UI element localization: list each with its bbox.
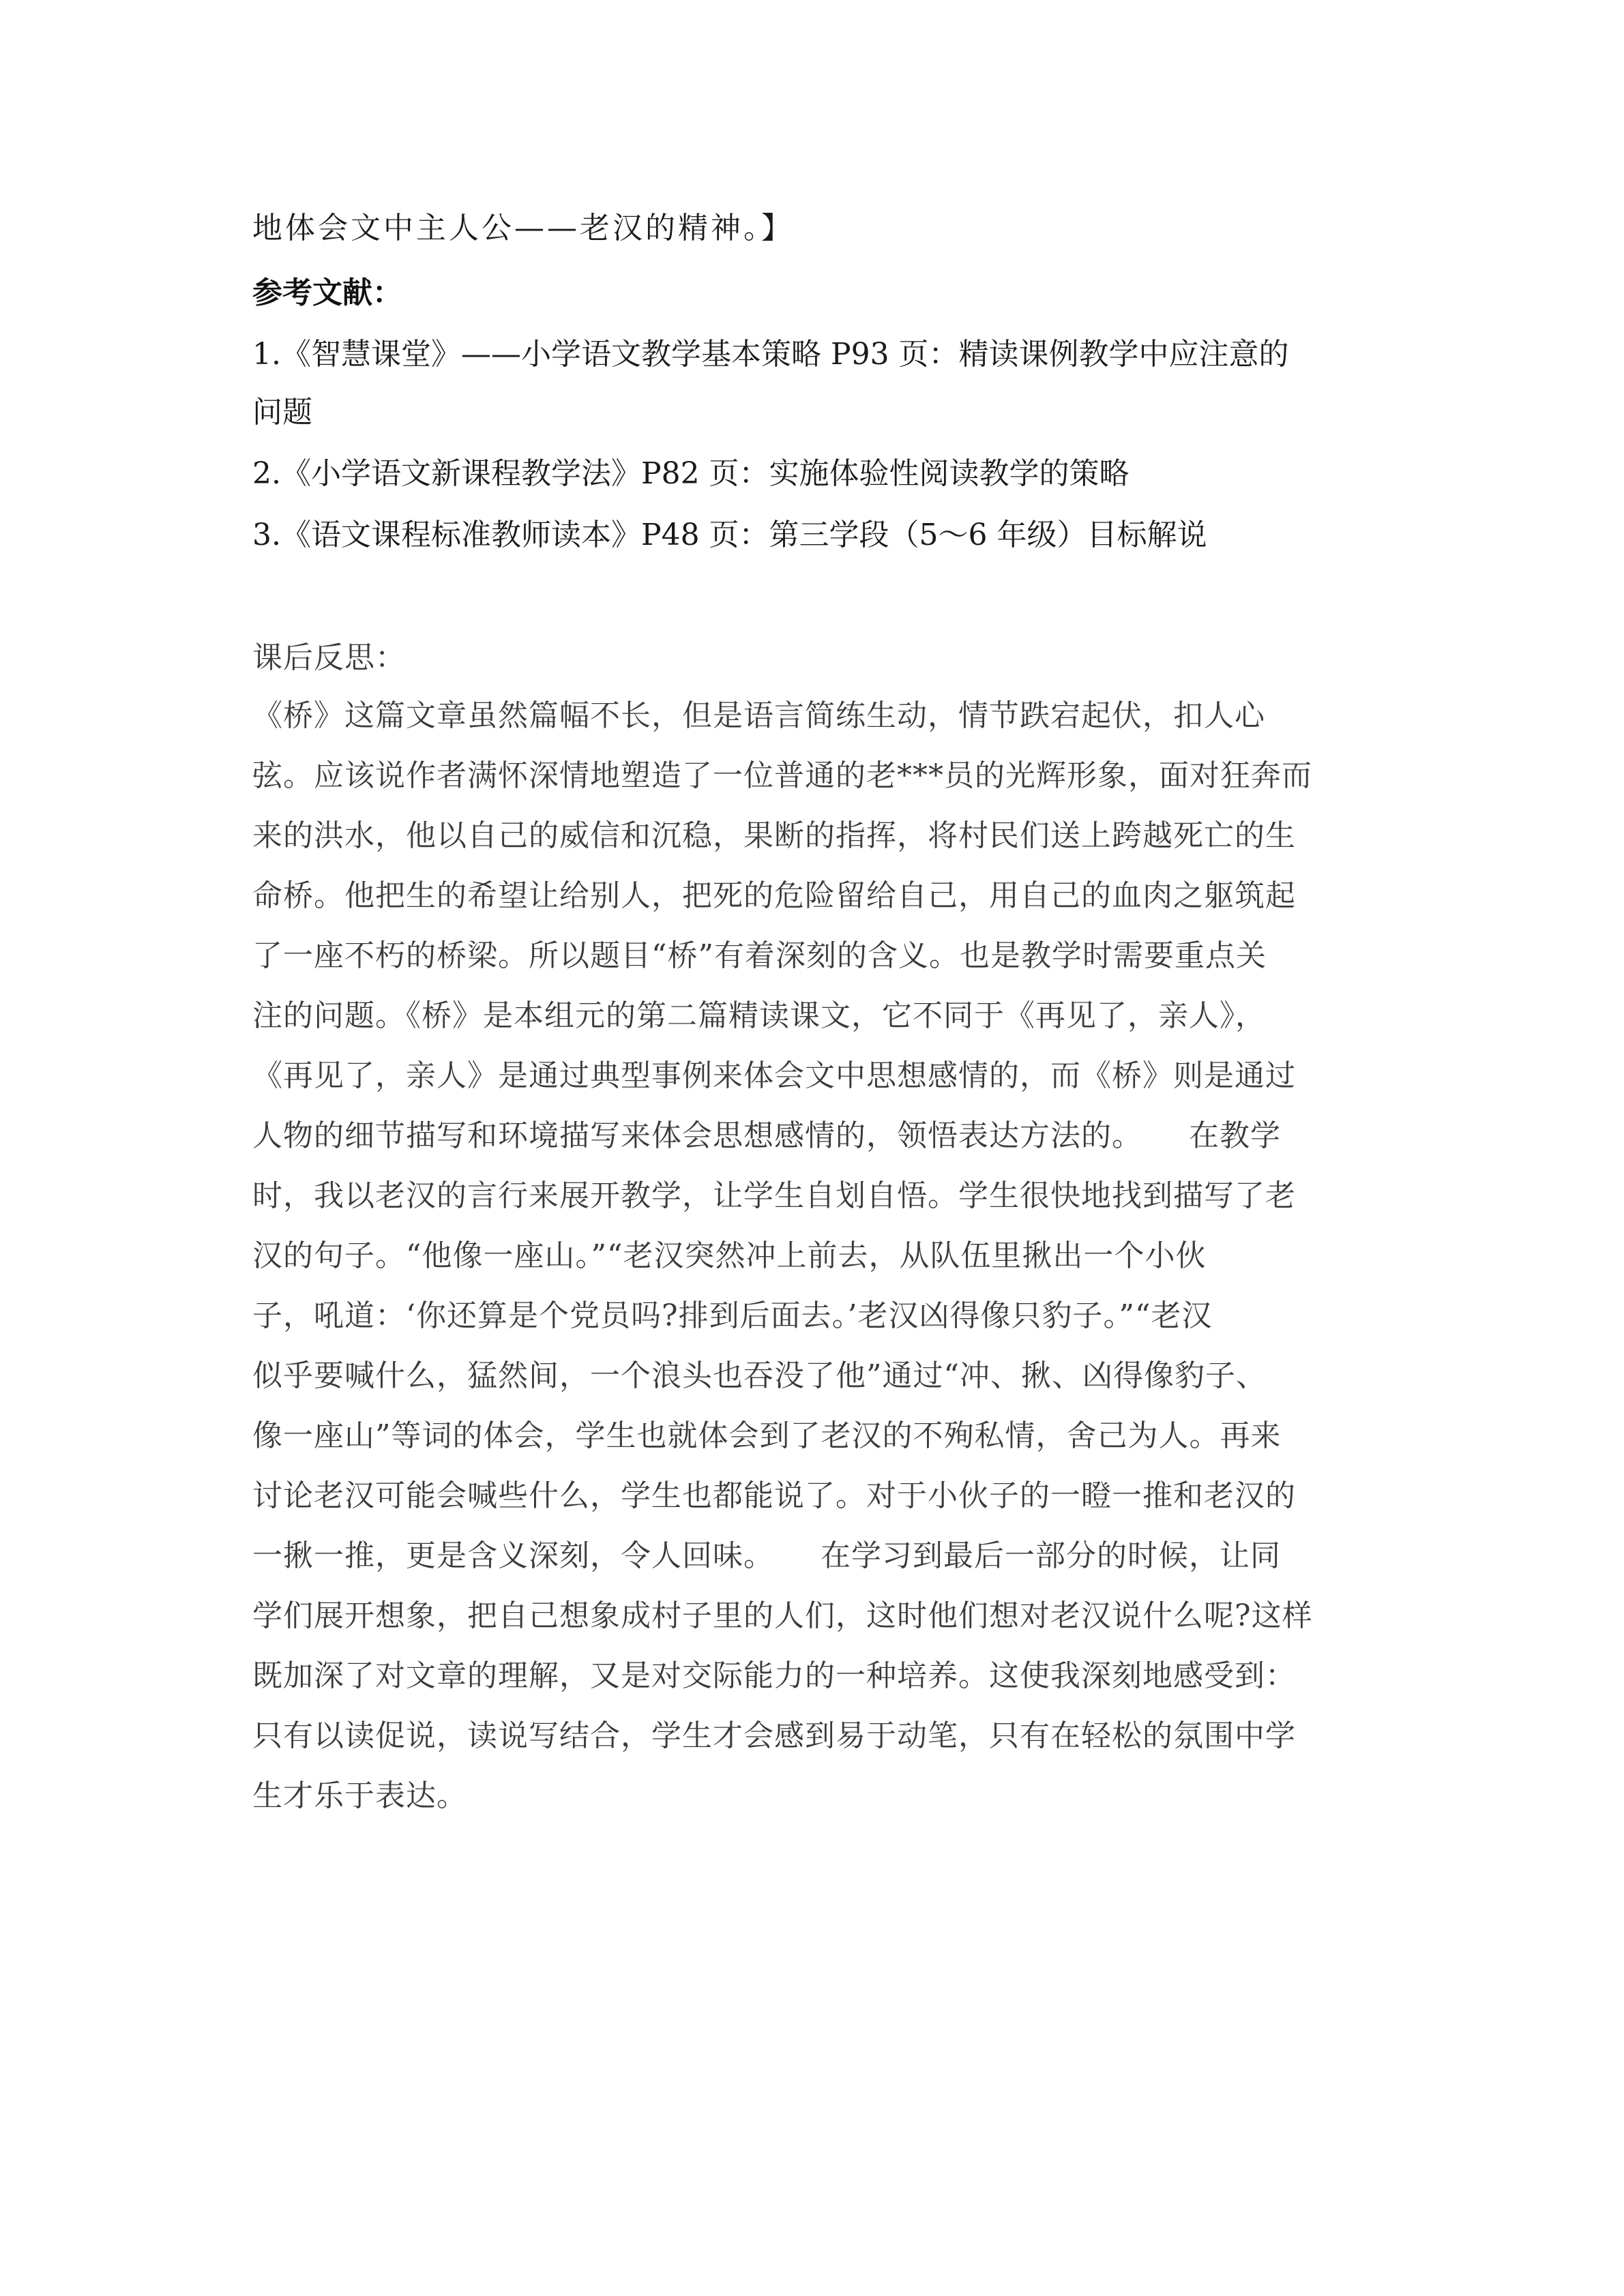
reflection-line: 时，我以老汉的言行来展开教学，让学生自划自悟。学生很快地找到描写了老 bbox=[252, 1178, 1296, 1213]
reflection-line: 讨论老汉可能会喊些什么，学生也都能说了。对于小伙子的一瞪一推和老汉的 bbox=[252, 1478, 1296, 1513]
reflection-line: 生才乐于表达。 bbox=[252, 1778, 467, 1813]
reflection-line: 像一座山”等词的体会，学生也就体会到了老汉的不殉私情，舍己为人。再来 bbox=[252, 1418, 1282, 1453]
reflection-line: 学们展开想象，把自己想象成村子里的人们，这时他们想对老汉说什么呢?这样 bbox=[252, 1598, 1313, 1633]
reflection-heading: 课后反思： bbox=[252, 640, 406, 675]
reflection-line: 人物的细节描写和环境描写来体会思想感情的，领悟表达方法的。 在教学 bbox=[252, 1118, 1281, 1153]
reflection-line: 《再见了，亲人》是通过典型事例来体会文中思想感情的，而《桥》则是通过 bbox=[252, 1058, 1296, 1093]
reflection-line: 弦。应该说作者满怀深情地塑造了一位普通的老***员的光辉形象，面对狂奔而 bbox=[252, 758, 1312, 793]
reflection-line: 注的问题。《桥》是本组元的第二篇精读课文，它不同于《再见了，亲人》， bbox=[252, 998, 1266, 1033]
reflection-line: 来的洪水，他以自己的威信和沉稳，果断的指挥，将村民们送上跨越死亡的生 bbox=[252, 818, 1296, 853]
references-heading: 参考文献： bbox=[252, 275, 402, 310]
reflection-line: 一揪一推，更是含义深刻，令人回味。 在学习到最后一部分的时候，让同 bbox=[252, 1538, 1281, 1573]
reflection-line: 了一座不朽的桥梁。所以题目“桥”有着深刻的含义。也是教学时需要重点关 bbox=[252, 938, 1267, 973]
continued-text-line: 地体会文中主人公——老汉的精神。】 bbox=[252, 211, 794, 245]
reference-item-3: 3.《语文课程标准教师读本》P48 页：第三学段（5～6 年级）目标解说 bbox=[252, 518, 1207, 552]
reference-item-1: 1.《智慧课堂》——小学语文教学基本策略 P93 页：精读课例教学中应注意的 bbox=[252, 337, 1289, 372]
reflection-line: 《桥》这篇文章虽然篇幅不长，但是语言简练生动，情节跌宕起伏，扣人心 bbox=[252, 698, 1265, 733]
reference-item-2: 2.《小学语文新课程教学法》P82 页：实施体验性阅读教学的策略 bbox=[252, 456, 1130, 491]
reflection-line: 汉的句子。“他像一座山。”“老汉突然冲上前去，从队伍里揪出一个小伙 bbox=[252, 1238, 1207, 1273]
reflection-line: 既加深了对文章的理解，又是对交际能力的一种培养。这使我深刻地感受到： bbox=[252, 1658, 1296, 1693]
reference-item-1-continued: 问题 bbox=[252, 395, 312, 430]
reflection-line: 子，吼道：‘你还算是个党员吗?排到后面去。’老汉凶得像只豹子。”“老汉 bbox=[252, 1298, 1213, 1333]
reflection-line: 命桥。他把生的希望让给别人，把死的危险留给自己，用自己的血肉之躯筑起 bbox=[252, 878, 1296, 913]
reflection-line: 只有以读促说，读说写结合，学生才会感到易于动笔，只有在轻松的氛围中学 bbox=[252, 1718, 1296, 1753]
reflection-line: 似乎要喊什么，猛然间，一个浪头也吞没了他”通过“冲、揪、凶得像豹子、 bbox=[252, 1358, 1267, 1393]
